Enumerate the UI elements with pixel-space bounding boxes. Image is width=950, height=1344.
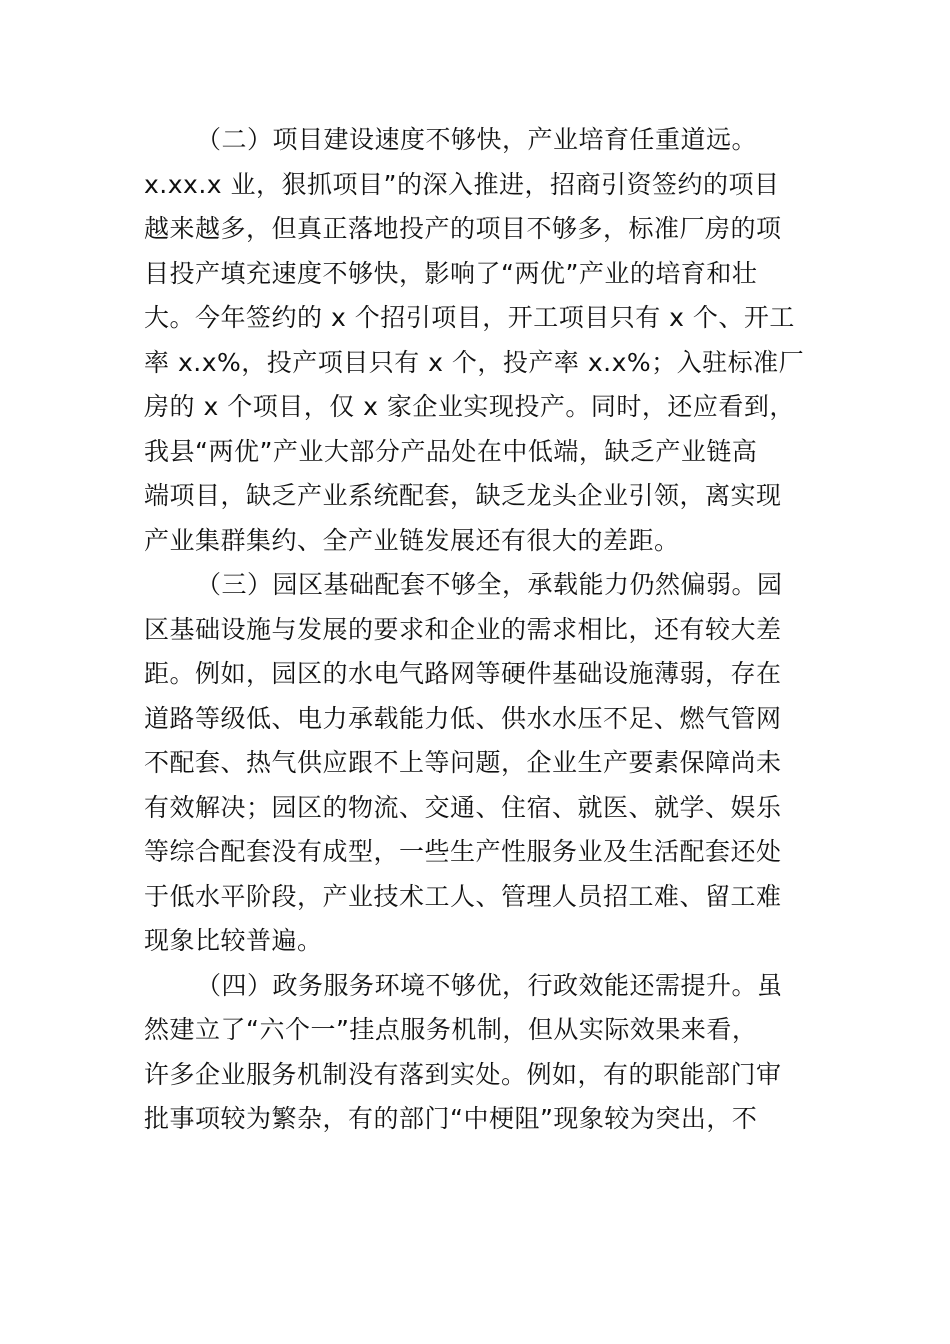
paragraph-line: 不配套、热气供应跟不上等问题，企业生产要素保障尚未 bbox=[144, 748, 782, 777]
paragraph-line: 区基础设施与发展的要求和企业的需求相比，还有较大差 bbox=[144, 614, 782, 644]
document-body bbox=[144, 118, 805, 1142]
paragraph-line: 道路等级低、电力承载能力低、供水水压不足、燃气管网 bbox=[144, 703, 782, 733]
paragraph-line: 我县“两优”产业大部分产品处在中低端，缺乏产业链高 bbox=[144, 436, 758, 466]
paragraph-section-4 bbox=[144, 964, 794, 1142]
paragraph-line: 率 x.x%，投产项目只有 x 个，投产率 x.x%；入驻标准厂 bbox=[144, 347, 805, 377]
paragraph-line: （二）项目建设速度不够快，产业培育任重道远。 bbox=[196, 125, 758, 154]
paragraph-line: 现象比较普遍。 bbox=[144, 926, 323, 955]
paragraph-section-2 bbox=[144, 118, 805, 563]
paragraph-line: 然建立了“六个一”挂点服务机制，但从实际效果来看， bbox=[144, 1015, 758, 1044]
paragraph-line: 目投产填充速度不够快，影响了“两优”产业的培育和壮 bbox=[144, 258, 758, 288]
paragraph-line: （四）政务服务环境不够优，行政效能还需提升。虽 bbox=[196, 970, 783, 1000]
paragraph-line: 端项目，缺乏产业系统配套，缺乏龙头企业引领，离实现 bbox=[144, 481, 782, 510]
paragraph-line: 等综合配套没有成型，一些生产性服务业及生活配套还处 bbox=[144, 837, 782, 866]
paragraph-line: （三）园区基础配套不够全，承载能力仍然偏弱。园 bbox=[196, 570, 783, 599]
paragraph-line: 许多企业服务机制没有落到实处。例如，有的职能部门审 bbox=[144, 1059, 782, 1089]
paragraph-line: 有效解决；园区的物流、交通、住宿、就医、就学、娱乐 bbox=[144, 792, 782, 822]
paragraph-line: 距。例如，园区的水电气路网等硬件基础设施薄弱，存在 bbox=[144, 659, 782, 688]
paragraph-line: 批事项较为繁杂，有的部门“中梗阻”现象较为突出，不 bbox=[144, 1104, 758, 1133]
paragraph-line: 房的 x 个项目，仅 x 家企业实现投产。同时，还应看到， bbox=[144, 392, 795, 421]
paragraph-line: 大。今年签约的 x 个招引项目，开工项目只有 x 个、开工 bbox=[144, 303, 795, 332]
paragraph-section-3 bbox=[144, 563, 794, 964]
paragraph-line: x.xx.x 业，狠抓项目”的深入推进，招商引资签约的项目 bbox=[144, 169, 780, 199]
paragraph-line: 越来越多，但真正落地投产的项目不够多，标准厂房的项 bbox=[144, 214, 782, 243]
paragraph-line: 产业集群集约、全产业链发展还有很大的差距。 bbox=[144, 525, 680, 555]
paragraph-line: 于低水平阶段，产业技术工人、管理人员招工难、留工难 bbox=[144, 881, 782, 911]
